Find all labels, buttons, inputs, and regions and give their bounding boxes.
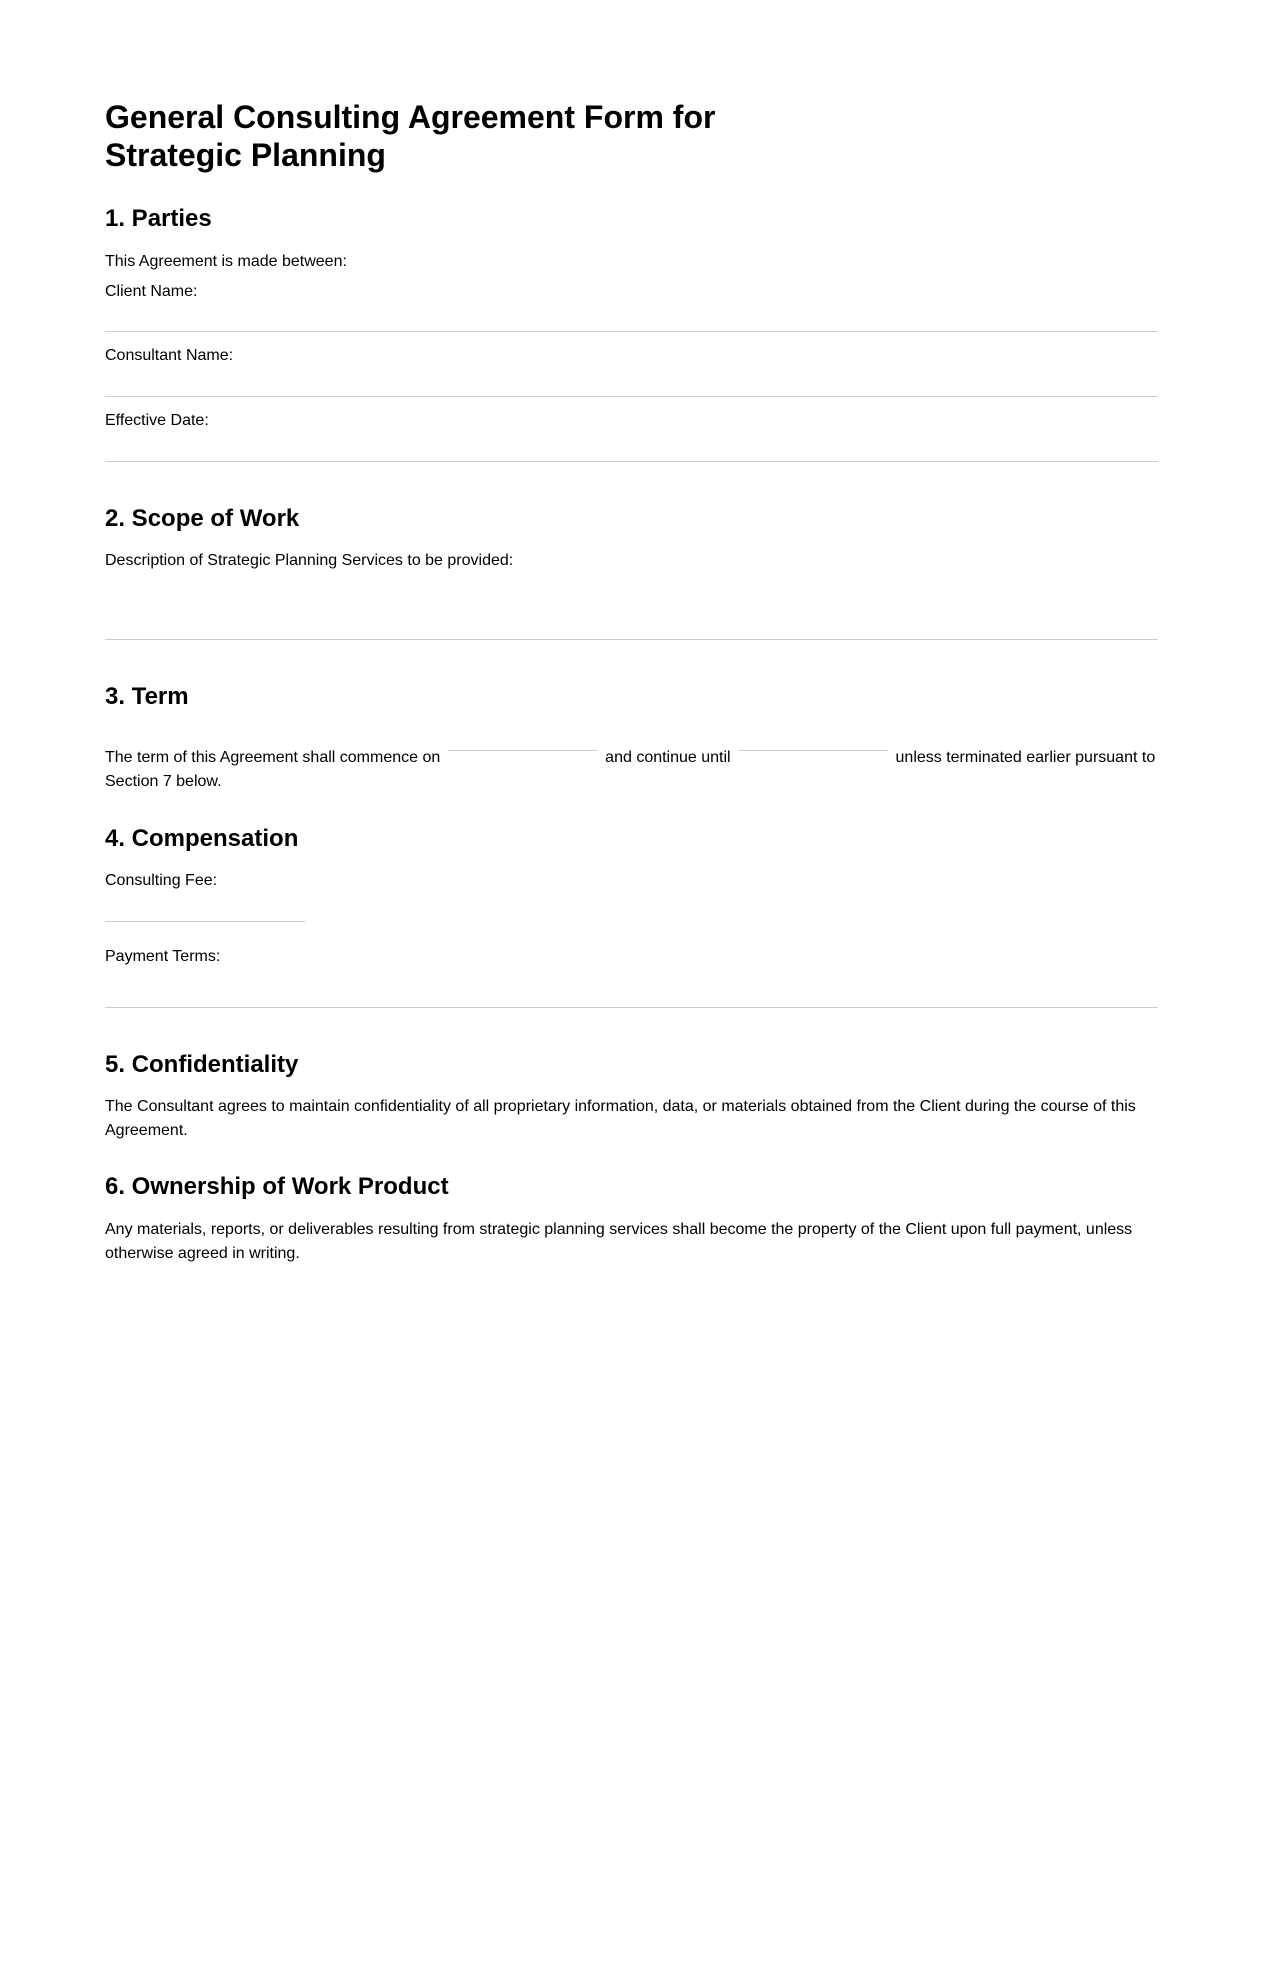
scope-description-field[interactable] bbox=[105, 578, 1158, 640]
consultant-name-label: Consultant Name: bbox=[105, 347, 234, 364]
scope-description-label: Description of Strategic Planning Services to be provided: bbox=[105, 552, 514, 569]
section-heading-confidentiality: 5. Confidentiality bbox=[105, 1051, 299, 1078]
confidentiality-paragraph: The Consultant agrees to maintain confidentiality of all proprietary information, data, or materials obtained from the Client during the course of this Agreement. bbox=[105, 1098, 1136, 1139]
section-heading-scope: 2. Scope of Work bbox=[105, 505, 300, 532]
term-start-date-field[interactable] bbox=[448, 750, 598, 769]
ownership-paragraph: Any materials, reports, or deliverables resulting from strategic planning services shall become the property of the Client upon full payment, unless otherwise agreed in writing. bbox=[105, 1221, 1133, 1262]
section-heading-parties: 1. Parties bbox=[105, 205, 212, 232]
document-title: General Consulting Agreement Form for Strategic Planning bbox=[105, 99, 716, 173]
payment-terms-label: Payment Terms: bbox=[105, 948, 221, 965]
client-name-label: Client Name: bbox=[105, 283, 198, 300]
consulting-fee-label: Consulting Fee: bbox=[105, 872, 218, 889]
section-heading-ownership: 6. Ownership of Work Product bbox=[105, 1173, 449, 1200]
effective-date-field[interactable] bbox=[105, 435, 1158, 462]
client-name-field[interactable] bbox=[105, 305, 1158, 332]
term-text-part2: and continue until bbox=[605, 749, 731, 766]
parties-intro-text: This Agreement is made between: bbox=[105, 253, 347, 270]
section-heading-compensation: 4. Compensation bbox=[105, 825, 299, 852]
consultant-name-field[interactable] bbox=[105, 370, 1158, 397]
section-heading-term: 3. Term bbox=[105, 683, 189, 710]
term-text-part3: unless terminated earlier pursuant to Section 7 below. bbox=[105, 749, 1156, 790]
term-text-part1: The term of this Agreement shall commence on bbox=[105, 749, 441, 766]
payment-terms-field[interactable] bbox=[105, 981, 1158, 1008]
term-paragraph bbox=[105, 746, 1165, 794]
term-end-date-field[interactable] bbox=[738, 750, 888, 769]
consulting-fee-field[interactable] bbox=[105, 895, 305, 922]
effective-date-label: Effective Date: bbox=[105, 412, 209, 429]
